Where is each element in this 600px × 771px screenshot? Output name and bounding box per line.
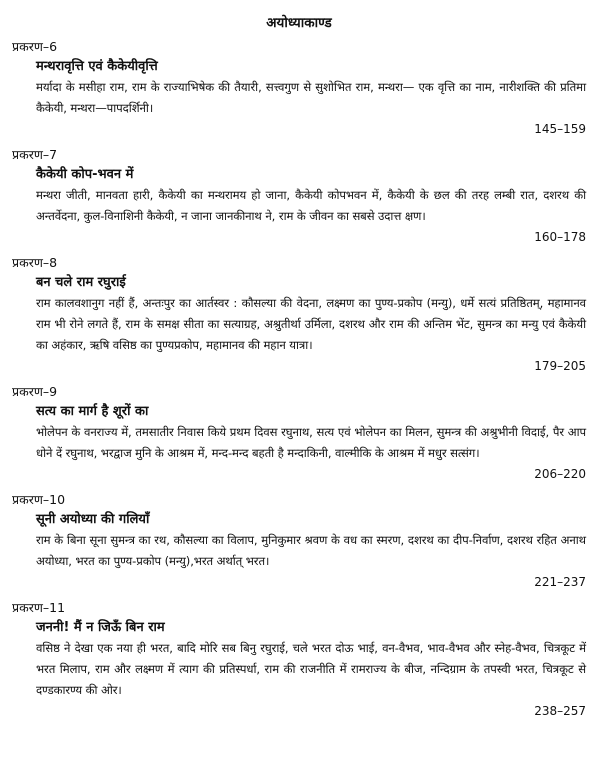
chapter-title: मन्थरावृत्ति एवं कैकेयीवृत्ति <box>36 59 158 74</box>
chapter-label: प्रकरण–7 <box>12 147 58 162</box>
chapter-summary: वसिष्ठ ने देखा एक नया ही भरत, बादि मोरि सब बिनु रघुराई, चले भरत दोऊ भाई, वन-वैभव, भाव-वैभव और स्नेह-वैभव, चित्रकूट में भरत मिलाप, राम और लक्ष्मण में त्याग की प्रतिस्पर्धा, राम की राजनीति में रामराज्य के बीज, नन्दिग्राम के तपस्वी भरत, चित्रकूट से दण्डकारण्य की ओर। <box>36 641 586 697</box>
chapter-title: जननी! मैं न जिऊँ बिन राम <box>36 620 165 635</box>
section-heading: अयोध्याकाण्ड <box>266 15 332 31</box>
page-range: 160–178 <box>534 230 586 244</box>
chapter-label: प्रकरण–11 <box>12 600 66 615</box>
chapter-body <box>12 57 586 119</box>
chapter-label: प्रकरण–10 <box>12 492 66 507</box>
chapter-entry <box>12 38 586 138</box>
page-range: 179–205 <box>534 359 586 373</box>
chapter-label: प्रकरण–9 <box>12 384 58 399</box>
chapter-body <box>12 273 586 356</box>
chapter-entry <box>12 491 586 591</box>
chapter-title: कैकेयी कोप-भवन में <box>36 167 134 182</box>
chapter-entry <box>12 383 586 483</box>
chapter-body <box>12 165 586 227</box>
chapter-summary: राम कालवशानुग नहीं हैं, अन्तःपुर का आर्तस्वर : कौसल्या की वेदना, लक्ष्मण का पुण्य-प्रकोप (मन्यु), धर्मे सत्यं प्रतिष्ठितम्, महामानव राम भी रोने लगते हैं, राम के समक्ष सीता का सत्याग्रह, अश्रुतीर्था उर्मिला, दशरथ और राम की अन्तिम भेंट, सुमन्त्र का मन्यु एवं कैकेयी का अहंकार, ऋषि वसिष्ठ का पुण्यप्रकोप, महामानव की महान यात्रा। <box>36 296 586 352</box>
chapter-body <box>12 510 586 572</box>
page-range: 206–220 <box>534 467 586 481</box>
chapter-body <box>12 402 586 464</box>
page-range: 221–237 <box>534 575 586 589</box>
chapter-label: प्रकरण–8 <box>12 255 58 270</box>
chapter-entry <box>12 599 586 720</box>
chapter-body <box>12 618 586 701</box>
chapter-title: सत्य का मार्ग है शूरों का <box>36 404 149 419</box>
chapter-title: सूनी अयोध्या की गलियाँ <box>36 512 150 527</box>
page-range: 145–159 <box>534 122 586 136</box>
chapter-entry <box>12 146 586 246</box>
chapter-entry <box>12 254 586 375</box>
chapter-summary: भोलेपन के वनराज्य में, तमसातीर निवास किये प्रथम दिवस रघुनाथ, सत्य एवं भोलेपन का मिलन, सुमन्त्र की अश्रुभीनी विदाई, पैर आप धोने दें रघुनाथ, भरद्वाज मुनि के आश्रम में, मन्द-मन्द बहती है मन्दाकिनी, वाल्मीकि के आश्रम में मधुर सत्संग। <box>36 425 586 460</box>
chapter-summary: मन्थरा जीती, मानवता हारी, कैकेयी का मन्थरामय हो जाना, कैकेयी कोपभवन में, कैकेयी के छल की तरह लम्बी रात, दशरथ की अन्तर्वेदना, कुल-विनाशिनी कैकेयी, न जाना जानकीनाथ ने, राम के जीवन का सबसे उदात्त क्षण। <box>36 188 586 223</box>
chapter-label: प्रकरण–6 <box>12 39 58 54</box>
chapter-title: बन चले राम रघुराई <box>36 275 126 290</box>
page-range: 238–257 <box>534 704 586 718</box>
chapter-summary: मर्यादा के मसीहा राम, राम के राज्याभिषेक की तैयारी, सत्त्वगुण से सुशोभित राम, मन्थरा— एक वृत्ति का नाम, नारीशक्ति की प्रतिमा कैकेयी, मन्थरा—पापदर्शिनी। <box>36 80 586 115</box>
chapter-summary: राम के बिना सूना सुमन्त्र का रथ, कौसल्या का विलाप, मुनिकुमार श्रवण के वध का स्मरण, दशरथ का दीप-निर्वाण, दशरथ रहित अनाथ अयोध्या, भरत का पुण्य-प्रकोप (मन्यु),भरत अर्थात् भरत। <box>36 533 586 568</box>
